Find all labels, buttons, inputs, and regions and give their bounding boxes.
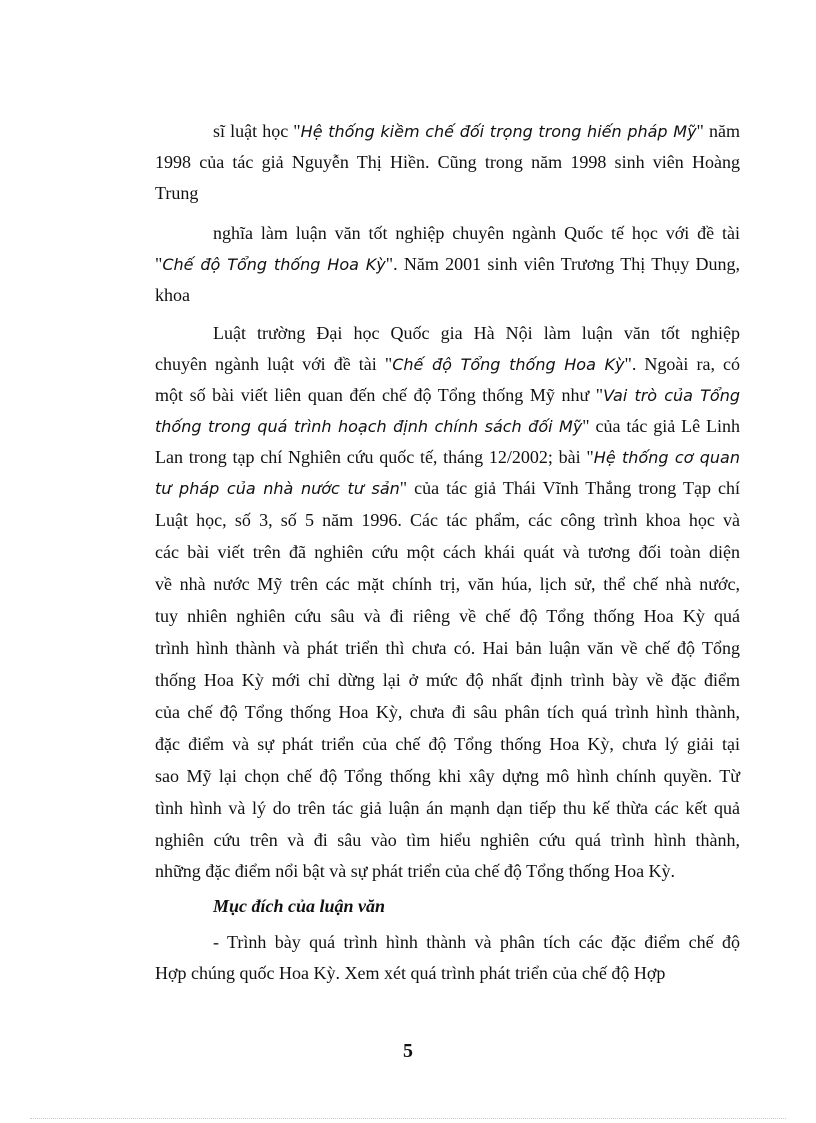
text-span: Lan trong tạp chí Nghiên cứu quốc tế, tháng 12/2002; bài " — [155, 447, 594, 467]
text-span: ". Năm 2001 sinh viên Trương Thị Thụy Dung, — [385, 254, 740, 274]
paragraph-line: Luật học, số 3, số 5 năm 1996. Các tác phẩm, các công trình khoa học và — [155, 510, 740, 530]
paragraph-line — [155, 444, 740, 471]
text-span: ". Ngoài ra, có — [624, 354, 741, 374]
paragraph-line: các bài viết trên đã nghiên cứu một cách khái quát và tương đối toàn diện — [155, 542, 740, 562]
paragraph-line: nghiên cứu trên và đi sâu vào tìm hiểu nghiên cứu quá trình hình thành, — [155, 830, 740, 850]
paragraph-line: của chế độ Tổng thống Hoa Kỳ, chưa đi sâu phân tích quá trình hình thành, — [155, 702, 740, 722]
text-span: " năm — [696, 121, 740, 141]
paragraph-line: khoa — [155, 285, 190, 305]
paragraph-line: đặc điểm và sự phát triển của chế độ Tổng thống Hoa Kỳ, chưa lý giải tại — [155, 734, 740, 754]
paragraph-line: thống Hoa Kỳ mới chỉ dừng lại ở mức độ nhất định trình bày về đặc điểm — [155, 670, 740, 690]
paragraph-line — [155, 413, 740, 440]
paragraph-line — [155, 382, 740, 409]
paragraph-line — [155, 475, 740, 502]
text-span: " của tác giả Thái Vĩnh Thắng trong Tạp chí — [399, 478, 741, 498]
italic-title: Chế độ Tổng thống Hoa Kỳ — [162, 255, 386, 274]
text-span: " — [155, 254, 163, 274]
paragraph-line — [155, 351, 740, 378]
italic-title: Chế độ Tổng thống Hoa Kỳ — [392, 355, 625, 374]
paragraph-line: những đặc điểm nổi bật và sự phát triển của chế độ Tổng thống Hoa Kỳ. — [155, 861, 676, 881]
paragraph-line: Hợp chúng quốc Hoa Kỳ. Xem xét quá trình phát triển của chế độ Hợp — [155, 963, 666, 983]
italic-title: thống trong quá trình hoạch định chính sách đối Mỹ — [155, 417, 583, 436]
text-span: " của tác giả Lê Linh — [582, 416, 740, 436]
paragraph-line: trình hình thành và phát triển thì chưa có. Hai bản luận văn về chế độ Tổng — [155, 638, 740, 658]
paragraph-line: nghĩa làm luận văn tốt nghiệp chuyên ngành Quốc tế học với đề tài — [213, 223, 740, 243]
page-number: 5 — [403, 1040, 413, 1062]
page-bottom-divider — [30, 1118, 786, 1119]
text-span: một số bài viết liên quan đến chế độ Tổng thống Mỹ như " — [155, 385, 604, 405]
italic-title: Vai trò của Tổng — [603, 386, 741, 405]
italic-title: Hệ thống kiềm chế đối trọng trong hiến pháp Mỹ — [300, 122, 697, 141]
section-heading: Mục đích của luận văn — [213, 896, 386, 916]
paragraph-line — [213, 118, 740, 145]
paragraph-line: tình hình và lý do trên tác giả luận án mạnh dạn tiếp thu kế thừa các kết quả — [155, 798, 740, 818]
paragraph-line: sao Mỹ lại chọn chế độ Tổng thống khi xây dựng mô hình chính quyền. Từ — [155, 766, 740, 786]
paragraph-line: tuy nhiên nghiên cứu sâu và đi riêng về chế độ Tổng thống Hoa Kỳ quá — [155, 606, 740, 626]
paragraph-line: 1998 của tác giả Nguyễn Thị Hiền. Cũng trong năm 1998 sinh viên Hoàng — [155, 152, 740, 172]
text-span: chuyên ngành luật với đề tài " — [155, 354, 393, 374]
italic-title: Hệ thống cơ quan — [593, 448, 740, 467]
paragraph-line: - Trình bày quá trình hình thành và phân tích các đặc điểm chế độ — [213, 932, 740, 952]
paragraph-line: Luật trường Đại học Quốc gia Hà Nội làm luận văn tốt nghiệp — [213, 323, 740, 343]
text-span: sĩ luật học " — [213, 121, 301, 141]
italic-title: tư pháp của nhà nước tư sản — [155, 479, 400, 498]
paragraph-line: Trung — [155, 183, 199, 203]
paragraph-line: về nhà nước Mỹ trên các mặt chính trị, văn húa, lịch sử, thể chế nhà nước, — [155, 574, 740, 594]
paragraph-line — [155, 251, 740, 278]
